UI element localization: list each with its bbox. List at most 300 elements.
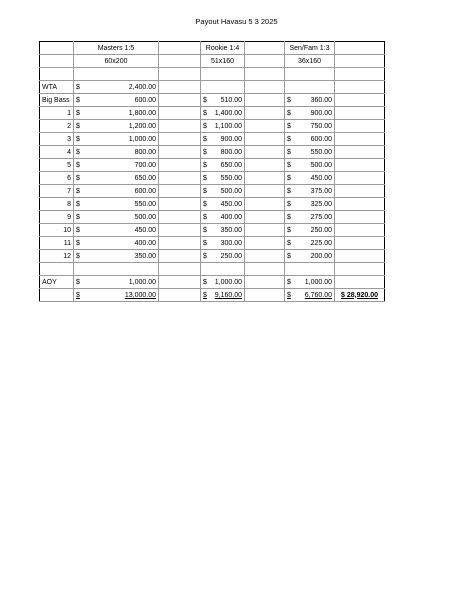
column-header: Rookie 1:4 [201, 42, 245, 55]
grand-total-subheader [335, 55, 385, 68]
blank-row [40, 68, 385, 81]
blank-row [40, 263, 385, 276]
masters-total [74, 289, 159, 302]
payout-row [40, 172, 385, 185]
grand-total-cell [335, 107, 385, 120]
amount: 250.00 [310, 226, 332, 234]
aoy-row [40, 276, 385, 289]
amount: 360.00 [310, 96, 332, 104]
masters-cell [74, 250, 159, 263]
amount: 1,000.00 [304, 278, 332, 286]
row-label: 10 [40, 224, 74, 237]
currency-sign: $ [76, 161, 80, 169]
spacer-cell [245, 146, 285, 159]
grand-total-cell [335, 81, 385, 94]
rookie-cell [201, 120, 245, 133]
amount: 2,400.00 [128, 83, 156, 91]
blank-cell [74, 68, 159, 81]
amount: 500.00 [134, 213, 156, 221]
currency-sign: $ [203, 135, 207, 143]
masters-cell [74, 237, 159, 250]
rookie-cell [201, 250, 245, 263]
masters-cell [74, 172, 159, 185]
amount: 225.00 [310, 239, 332, 247]
masters-cell-value [76, 212, 156, 223]
currency-sign: $ [287, 239, 291, 247]
masters-cell-value [76, 134, 156, 145]
amount: 275.00 [310, 213, 332, 221]
blank-cell [159, 263, 201, 276]
grand-total-cell [335, 94, 385, 107]
rookie-cell [201, 107, 245, 120]
senfam-cell-value [287, 225, 332, 236]
grand-total-cell [335, 237, 385, 250]
currency-sign: $ [203, 200, 207, 208]
currency-sign: $ [287, 122, 291, 130]
amount: 500.00 [220, 187, 242, 195]
currency-sign: $ [203, 109, 207, 117]
senfam-cell [285, 159, 335, 172]
currency-sign: $ [287, 213, 291, 221]
currency-sign: $ [203, 239, 207, 247]
rookie-cell [201, 94, 245, 107]
currency-sign: $ [76, 148, 80, 156]
masters-cell-value [76, 95, 156, 106]
senfam-cell [285, 107, 335, 120]
masters-cell-value [76, 108, 156, 119]
currency-sign: $ [287, 135, 291, 143]
senfam-cell [285, 211, 335, 224]
amount: 1,000.00 [128, 278, 156, 286]
column-subheader: 51x160 [201, 55, 245, 68]
grand-total: $ 28,920.00 [335, 289, 385, 302]
currency-sign: $ [76, 135, 80, 143]
currency-sign: $ [76, 252, 80, 260]
currency-sign: $ [287, 291, 291, 299]
senfam-cell-value [287, 95, 332, 106]
spacer-cell [245, 211, 285, 224]
currency-sign: $ [287, 109, 291, 117]
currency-sign: $ [76, 291, 80, 299]
currency-sign: $ [76, 174, 80, 182]
senfam-cell [285, 133, 335, 146]
totals-row [40, 289, 385, 302]
rookie-cell-value [203, 121, 242, 132]
masters-cell-value [76, 199, 156, 210]
blank-cell [40, 68, 74, 81]
rookie-cell-value [203, 251, 242, 262]
currency-sign: $ [203, 226, 207, 234]
amount: 400.00 [220, 213, 242, 221]
senfam-cell [285, 81, 335, 94]
payout-row [40, 107, 385, 120]
senfam-cell [285, 237, 335, 250]
rookie-cell [201, 224, 245, 237]
rookie-cell [201, 172, 245, 185]
amount: 550.00 [134, 200, 156, 208]
row-label: WTA [40, 81, 74, 94]
currency-sign: $ [76, 213, 80, 221]
amount: 550.00 [220, 174, 242, 182]
row-label: 9 [40, 211, 74, 224]
row-label: 2 [40, 120, 74, 133]
rookie-cell [201, 198, 245, 211]
spacer-cell [245, 42, 285, 55]
payout-row [40, 237, 385, 250]
senfam-total [285, 289, 335, 302]
masters-cell-value [76, 251, 156, 262]
senfam-cell-value [287, 173, 332, 184]
grand-total-cell [335, 146, 385, 159]
payout-row [40, 250, 385, 263]
blank-cell [285, 68, 335, 81]
spacer-cell [245, 237, 285, 250]
spacer-cell [245, 94, 285, 107]
senfam-cell [285, 94, 335, 107]
row-label: 11 [40, 237, 74, 250]
currency-sign: $ [76, 83, 80, 91]
senfam-cell-value [287, 186, 332, 197]
currency-sign: $ [287, 278, 291, 286]
senfam-cell-value [287, 134, 332, 145]
payout-row [40, 146, 385, 159]
rookie-cell-value [203, 186, 242, 197]
grand-total-cell [335, 276, 385, 289]
currency-sign: $ [203, 96, 207, 104]
spacer-cell [245, 107, 285, 120]
amount: 200.00 [310, 252, 332, 260]
rookie-cell-value [203, 160, 242, 171]
row-label: 8 [40, 198, 74, 211]
grand-total-cell [335, 185, 385, 198]
senfam-cell-value [287, 277, 332, 288]
currency-sign: $ [76, 109, 80, 117]
currency-sign: $ [287, 96, 291, 104]
senfam-cell [285, 224, 335, 237]
currency-sign: $ [287, 226, 291, 234]
rookie-cell [201, 237, 245, 250]
senfam-total-value [287, 290, 332, 301]
spacer-cell [159, 211, 201, 224]
column-header: Masters 1:5 [74, 42, 159, 55]
blank-cell [74, 263, 159, 276]
spacer-cell [159, 146, 201, 159]
blank-cell [335, 68, 385, 81]
masters-cell-value [76, 121, 156, 132]
payout-row [40, 94, 385, 107]
page-title: Payout Havasu 5 3 2025 [195, 17, 278, 26]
currency-sign: $ [76, 122, 80, 130]
payout-row [40, 120, 385, 133]
currency-sign: $ [203, 174, 207, 182]
rookie-cell-value [203, 95, 242, 106]
amount: 6,760.00 [304, 291, 332, 299]
masters-cell-value [76, 186, 156, 197]
spacer-cell [245, 159, 285, 172]
amount: 300.00 [220, 239, 242, 247]
rookie-cell-value [203, 134, 242, 145]
masters-cell [74, 276, 159, 289]
rookie-cell-value [203, 277, 242, 288]
currency-sign: $ [203, 213, 207, 221]
currency-sign: $ [203, 291, 207, 299]
payout-row [40, 81, 385, 94]
spacer-cell [159, 172, 201, 185]
row-label: 6 [40, 172, 74, 185]
blank-cell [201, 263, 245, 276]
amount: 650.00 [134, 174, 156, 182]
payout-row [40, 198, 385, 211]
rookie-cell-value [203, 238, 242, 249]
currency-sign: $ [287, 187, 291, 195]
spacer-cell [245, 133, 285, 146]
subheader-row [40, 55, 385, 68]
currency-sign: $ [76, 200, 80, 208]
column-subheader: 60x200 [74, 55, 159, 68]
spacer-cell [159, 81, 201, 94]
grand-total-header [335, 42, 385, 55]
masters-cell [74, 94, 159, 107]
masters-cell [74, 198, 159, 211]
masters-cell [74, 185, 159, 198]
amount: 350.00 [134, 252, 156, 260]
amount: 450.00 [134, 226, 156, 234]
senfam-cell [285, 146, 335, 159]
spacer-cell [159, 94, 201, 107]
amount: 450.00 [220, 200, 242, 208]
rookie-cell [201, 276, 245, 289]
amount: 13,000.00 [124, 291, 156, 299]
rookie-cell [201, 146, 245, 159]
blank-cell [335, 263, 385, 276]
spacer-cell [245, 289, 285, 302]
corner-cell [40, 55, 74, 68]
spacer-cell [245, 198, 285, 211]
grand-total-cell [335, 120, 385, 133]
payout-row [40, 224, 385, 237]
payout-row [40, 211, 385, 224]
masters-cell-value [76, 225, 156, 236]
rookie-cell-value [203, 147, 242, 158]
masters-cell-value [76, 173, 156, 184]
currency-sign: $ [287, 161, 291, 169]
currency-sign: $ [203, 161, 207, 169]
masters-cell [74, 81, 159, 94]
blank-cell [201, 68, 245, 81]
rookie-cell-value [203, 108, 242, 119]
amount: 450.00 [310, 174, 332, 182]
amount: 400.00 [134, 239, 156, 247]
senfam-cell-value [287, 108, 332, 119]
amount: 1,800.00 [128, 109, 156, 117]
spacer-cell [245, 276, 285, 289]
rookie-cell [201, 185, 245, 198]
masters-cell-value [76, 147, 156, 158]
senfam-cell-value [287, 160, 332, 171]
payout-row [40, 159, 385, 172]
currency-sign: $ [76, 96, 80, 104]
grand-total-cell [335, 224, 385, 237]
amount: 9,160.00 [214, 291, 242, 299]
grand-total-cell [335, 250, 385, 263]
currency-sign: $ [203, 148, 207, 156]
column-subheader: 36x160 [285, 55, 335, 68]
row-label: 4 [40, 146, 74, 159]
rookie-cell-value [203, 173, 242, 184]
currency-sign: $ [76, 226, 80, 234]
rookie-total [201, 289, 245, 302]
senfam-cell [285, 185, 335, 198]
spacer-cell [245, 81, 285, 94]
senfam-cell [285, 172, 335, 185]
senfam-cell [285, 198, 335, 211]
senfam-cell [285, 250, 335, 263]
rookie-cell-value [203, 225, 242, 236]
grand-total-cell [335, 172, 385, 185]
amount: 510.00 [220, 96, 242, 104]
senfam-cell-value [287, 121, 332, 132]
currency-sign: $ [76, 278, 80, 286]
spacer-cell [159, 55, 201, 68]
row-label: AOY [40, 276, 74, 289]
blank-cell [285, 263, 335, 276]
rookie-cell [201, 133, 245, 146]
masters-cell [74, 159, 159, 172]
amount: 325.00 [310, 200, 332, 208]
spacer-cell [245, 172, 285, 185]
amount: 750.00 [310, 122, 332, 130]
senfam-cell-value [287, 147, 332, 158]
amount: 1,200.00 [128, 122, 156, 130]
masters-cell [74, 120, 159, 133]
senfam-cell-value [287, 251, 332, 262]
amount: 500.00 [310, 161, 332, 169]
spacer-cell [159, 250, 201, 263]
masters-cell [74, 211, 159, 224]
spacer-cell [245, 250, 285, 263]
row-label: 12 [40, 250, 74, 263]
payout-table [39, 41, 385, 302]
grand-total-cell [335, 211, 385, 224]
amount: 1,000.00 [128, 135, 156, 143]
blank-cell [245, 263, 285, 276]
blank-cell [40, 263, 74, 276]
grand-total-cell [335, 198, 385, 211]
grand-total-cell [335, 159, 385, 172]
spacer-cell [245, 224, 285, 237]
currency-sign: $ [203, 252, 207, 260]
amount: 700.00 [134, 161, 156, 169]
amount: 800.00 [220, 148, 242, 156]
senfam-cell-value [287, 199, 332, 210]
rookie-cell [201, 159, 245, 172]
senfam-cell-value [287, 238, 332, 249]
row-label: 5 [40, 159, 74, 172]
masters-cell-value [76, 160, 156, 171]
spacer-cell [245, 120, 285, 133]
amount: 650.00 [220, 161, 242, 169]
blank-cell [245, 68, 285, 81]
masters-cell [74, 224, 159, 237]
row-label [40, 289, 74, 302]
spacer-cell [159, 42, 201, 55]
amount: 350.00 [220, 226, 242, 234]
currency-sign: $ [287, 148, 291, 156]
currency-sign: $ [287, 252, 291, 260]
spacer-cell [159, 133, 201, 146]
currency-sign: $ [76, 187, 80, 195]
spacer-cell [159, 289, 201, 302]
currency-sign: $ [203, 122, 207, 130]
masters-cell [74, 133, 159, 146]
spacer-cell [159, 185, 201, 198]
amount: 375.00 [310, 187, 332, 195]
amount: 600.00 [310, 135, 332, 143]
currency-sign: $ [287, 200, 291, 208]
spacer-cell [245, 185, 285, 198]
spacer-cell [159, 276, 201, 289]
currency-sign: $ [76, 239, 80, 247]
amount: 800.00 [134, 148, 156, 156]
masters-total-value [76, 290, 156, 301]
masters-cell-value [76, 82, 156, 93]
row-label: 3 [40, 133, 74, 146]
senfam-cell [285, 120, 335, 133]
currency-sign: $ [203, 278, 207, 286]
amount: 900.00 [220, 135, 242, 143]
currency-sign: $ [287, 174, 291, 182]
header-row [40, 42, 385, 55]
amount: 600.00 [134, 187, 156, 195]
spacer-cell [159, 237, 201, 250]
column-header: Sen/Fam 1:3 [285, 42, 335, 55]
corner-cell [40, 42, 74, 55]
rookie-total-value [203, 290, 242, 301]
rookie-cell [201, 211, 245, 224]
amount: 600.00 [134, 96, 156, 104]
amount: 1,000.00 [214, 278, 242, 286]
masters-cell-value [76, 277, 156, 288]
spacer-cell [159, 107, 201, 120]
masters-cell [74, 146, 159, 159]
payout-row [40, 185, 385, 198]
spacer-cell [159, 224, 201, 237]
amount: 1,400.00 [214, 109, 242, 117]
amount: 550.00 [310, 148, 332, 156]
masters-cell [74, 107, 159, 120]
rookie-cell-value [203, 199, 242, 210]
row-label: 7 [40, 185, 74, 198]
spacer-cell [245, 55, 285, 68]
payout-row [40, 133, 385, 146]
senfam-cell-value [287, 212, 332, 223]
senfam-cell [285, 276, 335, 289]
spacer-cell [159, 159, 201, 172]
amount: 250.00 [220, 252, 242, 260]
rookie-cell [201, 81, 245, 94]
blank-cell [159, 68, 201, 81]
rookie-cell-value [203, 212, 242, 223]
currency-sign: $ [203, 187, 207, 195]
grand-total-cell [335, 133, 385, 146]
masters-cell-value [76, 238, 156, 249]
amount: 1,100.00 [214, 122, 242, 130]
row-label: 1 [40, 107, 74, 120]
amount: 900.00 [310, 109, 332, 117]
spacer-cell [159, 120, 201, 133]
row-label: Big Bass [40, 94, 74, 107]
spacer-cell [159, 198, 201, 211]
